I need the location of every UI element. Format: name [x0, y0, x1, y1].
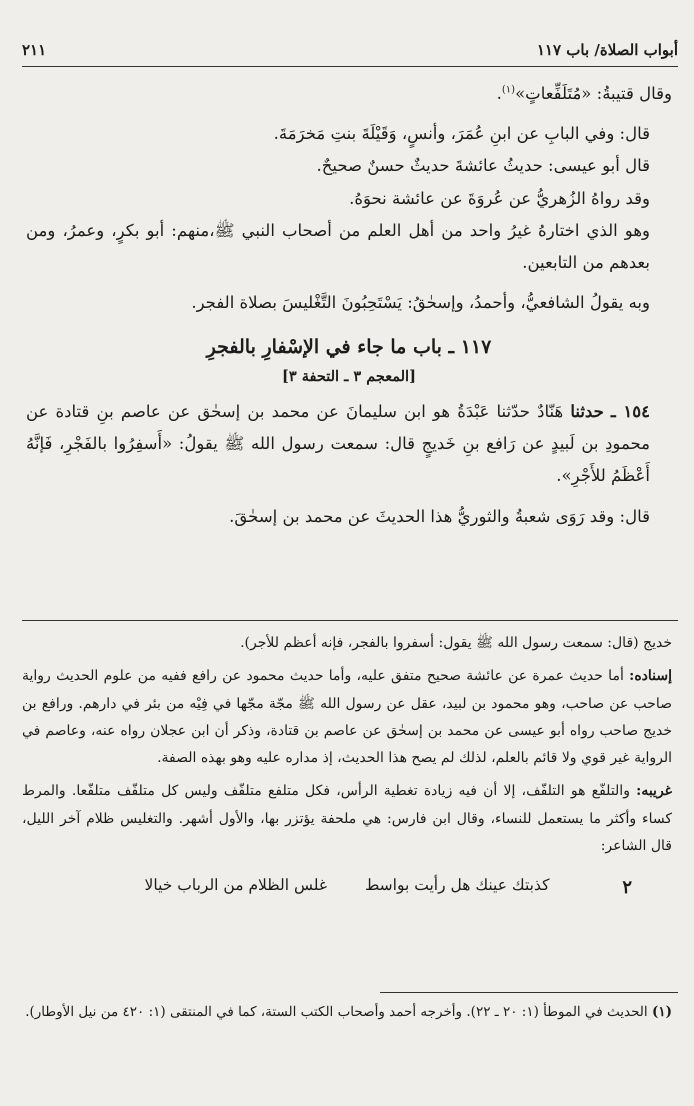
footnote-item [22, 1000, 672, 1025]
verse-marker: ٢ [622, 877, 632, 899]
paragraph-ikhtiyar: وهو الذي اختارهُ غيرُ واحد من أهل العلم من أصحاب النبي ﷺ،منهم: أبو بكرٍ، وعمرُ، ومن بعدهم من التابعين. [26, 220, 650, 272]
chapter-reference: [المعجم ٣ ـ التحفة ٣] [282, 368, 416, 386]
paragraph-shubah: قال: وقد رَوَى شعبةُ والثوريُّ هذا الحديثَ عن محمد بن إسحٰقَ. [229, 506, 650, 526]
gharib-text: والتلفّع هو التلفّف، إلا أن فيه زيادة تغطية الرأس، فكل متلفع متلفّف وليس كل متلفّف متلفّعا. والمرط كساء وأكثر ما يستعمل للنساء، وقال ابن فارس: هي ملحفة يؤتزر بها، والأول أشهر. والتغليس ظلام آخر الليل، قال الشاعر: [22, 783, 672, 855]
hadith-paragraph [26, 396, 672, 493]
chapter-number: ١١٧ ـ [448, 336, 492, 359]
chapter-heading [26, 329, 672, 366]
commentary-gharib [22, 778, 672, 860]
gharib-label: غريبه: [636, 783, 672, 800]
hadith-text: هَنّادٌ حدّثنا عَبْدَةُ هو ابن سليمانَ عن محمد بن إسحٰق عن عاصم بنِ قتادة عن محمودِ بن لَبيدٍ عن رَافع بنِ خَديجٍ قال: سمعت رسول الله ﷺ يقولُ: «أَسفِرُوا بالفَجْرِ، فَإنَّهُ أَعْظَمُ للأَجْرِ». [26, 402, 650, 486]
qutaybah-text: وقال قتيبةُ: «مُتَلَفِّعاتٍ» [515, 84, 672, 103]
main-text [26, 78, 672, 533]
isnad-label: إسناده: [629, 668, 673, 685]
chapter-title: ما جاء في الإسْفارِ بالفجرِ [206, 336, 407, 359]
paragraph-bab: قال: وفي البابِ عن ابنِ عُمَرَ، وأنسٍ، وَقَيْلَةَ بنتِ مَخرَمَةَ. [273, 124, 650, 144]
poetry-verse [22, 870, 672, 900]
page-number: ٢١١ [22, 41, 47, 59]
qutaybah-end: . [496, 84, 502, 103]
paragraph-abu-isa: قال أبو عيسى: حديثُ عائشةَ حديثٌ حسنٌ صحيحٌ. [316, 156, 650, 176]
footnote-rule [380, 992, 678, 993]
text-line-qutaybah [26, 78, 672, 110]
running-title: أبواب الصلاة/ باب ١١٧ [536, 41, 678, 59]
page-header [22, 36, 678, 64]
hadith-number: ١٥٤ ـ [610, 402, 650, 421]
verse-second-hemistich: غلس الظلام من الرباب خيالا [144, 876, 327, 895]
footnote-text: الحديث في الموطأ (١: ٢٠ ـ ٢٢). وأخرجه أحمد وأصحاب الكتب الستة، كما في المنتقى (١: ٤٢٠ من نيل الأوطار). [25, 1004, 648, 1020]
commentary [22, 630, 672, 901]
hadith-haddathana: حدثنا [570, 402, 604, 421]
footnote-ref[interactable]: (١) [501, 84, 516, 96]
footnote [22, 1000, 672, 1025]
verse-first-hemistich: كذبتك عينك هل رأيت بواسط [364, 876, 550, 895]
commentary-isnad [22, 663, 672, 772]
isnad-text: أما حديث عمرة عن عائشة صحيح متفق عليه، وأما حديث محمود عن رافع ففيه من علوم الحديث رواية صاحب عن صاحب، وهو محمود بن لبيد، عقل عن رسول الله ﷺ مجّة مجّها في فِيْه من بئر في دارهم. ورافع بن خديج صاحب رواه أبو عيسى عن محمد بن إسحٰق عن عاصم بن قتادة، وذكر أن ابن عجلان رواه عنه، وعاصم في الرواية غير قوي ولا قائم بالعلم، لذلك لم يصح هذا الحديث، إذ مداره عليه وهو بهذه الصفة. [22, 668, 672, 767]
chapter-bab: باب [412, 336, 442, 359]
paragraph-zuhri: وقد رواهُ الزُهريُّ عن عُروَةَ عن عائشة نحوَهُ. [349, 188, 650, 208]
paragraph-shafii: وبه يقولُ الشافعيُّ، وأحمدُ، وإسحٰقُ: يَسْتَحِبُونَ التَّغْليسَ بصلاة الفجر. [191, 293, 650, 313]
footnote-number: (١) [651, 1004, 672, 1020]
commentary-rule [22, 620, 678, 621]
commentary-khadij: خديج (قال: سمعت رسول الله ﷺ يقول: أسفروا بالفجر، فإنه أعظم للأجر). [240, 635, 672, 651]
header-rule [22, 66, 678, 67]
